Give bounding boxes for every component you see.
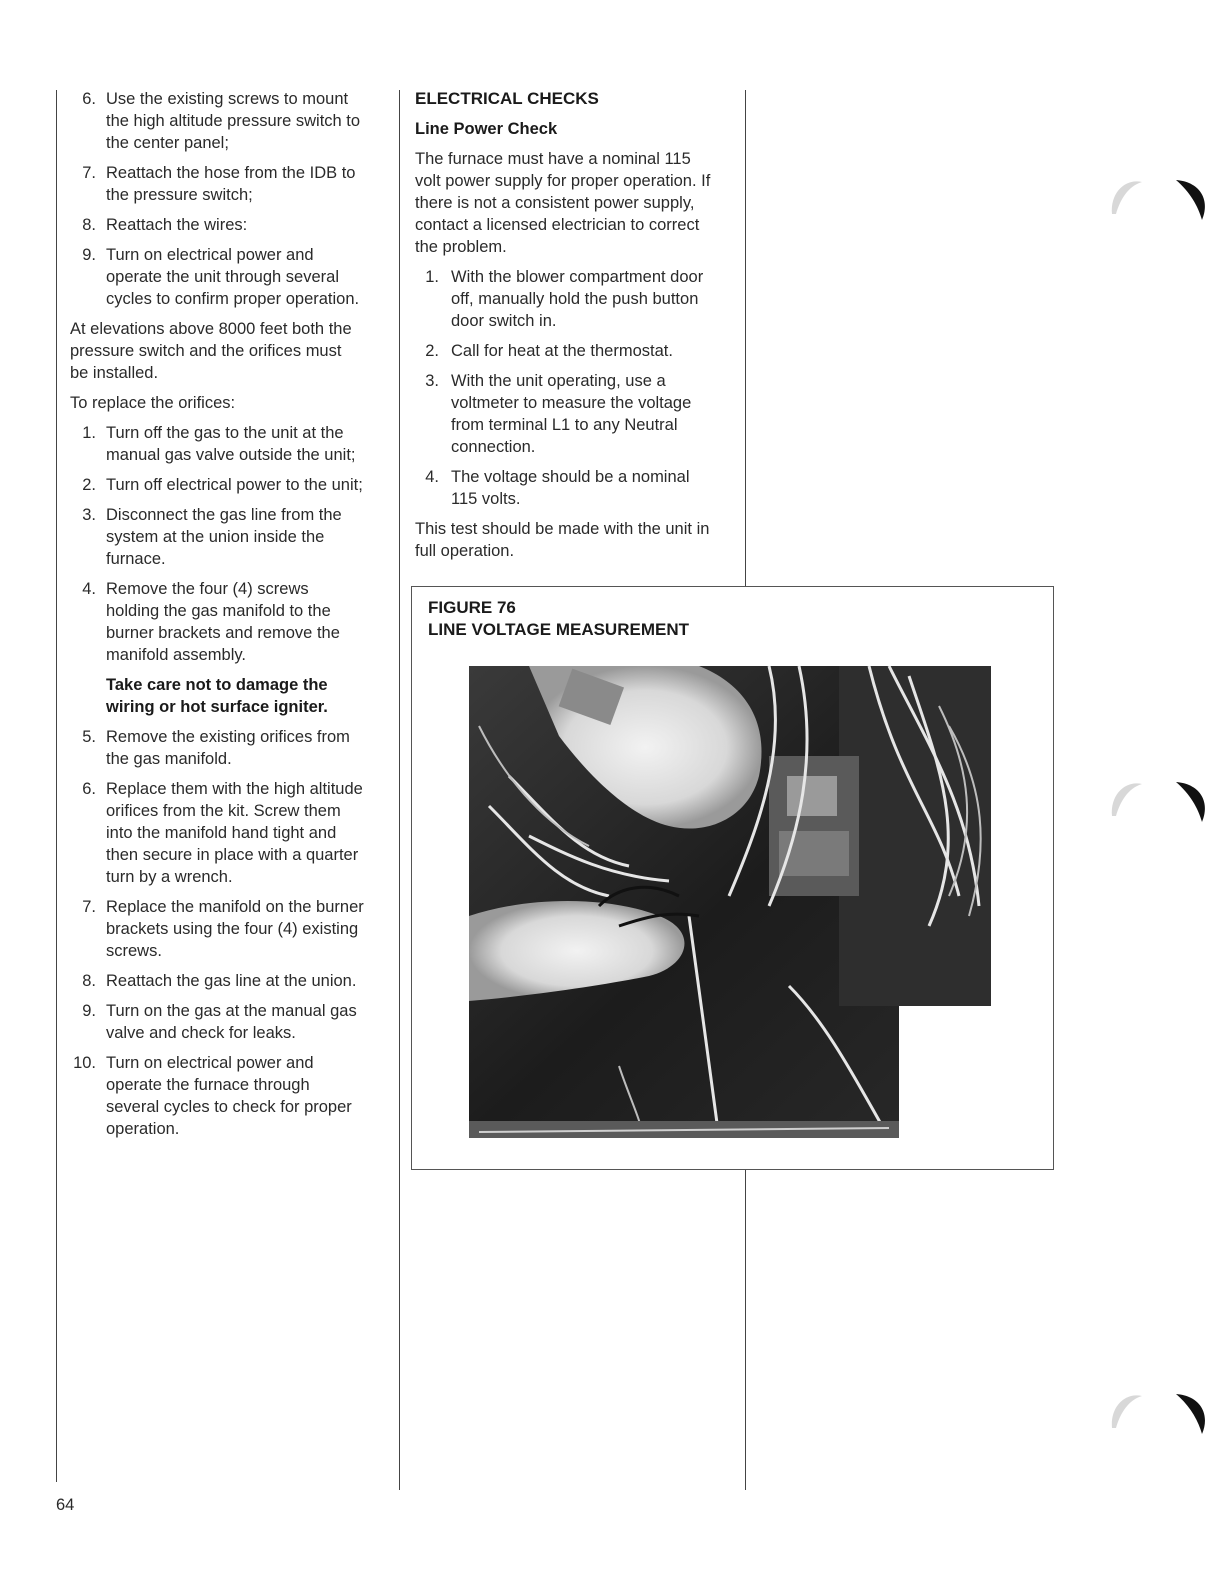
list-item: 6. Use the existing screws to mount the high altitude pressure switch to the center panel; — [82, 90, 361, 152]
list-item: 10. Turn on electrical power and operate the furnace through several cycles to check for proper operation. — [73, 1054, 352, 1138]
steps-list-a — [72, 88, 364, 310]
column-rule-middle — [399, 90, 400, 1490]
list-item: 6. Replace them with the high altitude orifices from the kit. Screw them into the manifold hand tight and then secure in place with a quarter turn by a wrench. — [82, 780, 363, 886]
line-voltage-photo — [469, 666, 991, 1138]
list-item: 4. Remove the four (4) screws holding the gas manifold to the burner brackets and remove the manifold assembly. — [82, 580, 340, 664]
list-item: 8. Reattach the gas line at the union. — [82, 972, 357, 990]
closing-paragraph: This test should be made with the unit in full operation. — [415, 520, 710, 560]
column-rule-left — [56, 90, 57, 1482]
list-item: 3. Disconnect the gas line from the system at the union inside the furnace. — [82, 506, 342, 568]
elevation-paragraph: At elevations above 8000 feet both the pressure switch and the orifices must be installed. — [70, 320, 352, 382]
column-rule-right-lower — [745, 1170, 746, 1490]
binder-hole-mark-top — [1106, 172, 1216, 222]
list-item: 2. Turn off electrical power to the unit; — [82, 476, 363, 494]
steps-list-b — [72, 422, 364, 666]
figure-number: FIGURE 76 — [428, 598, 516, 617]
list-item: 1. With the blower compartment door off, manually hold the push button door switch in. — [425, 268, 704, 330]
list-item: 9. Turn on the gas at the manual gas valve and check for leaks. — [82, 1002, 357, 1042]
list-item: 4. The voltage should be a nominal 115 volts. — [425, 468, 690, 508]
line-power-steps — [415, 266, 715, 510]
list-item: 3. With the unit operating, use a voltmeter to measure the voltage from terminal L1 to any Neutral connection. — [425, 372, 692, 456]
list-item: 1. Turn off the gas to the unit at the manual gas valve outside the unit; — [82, 424, 356, 464]
list-item: 2. Call for heat at the thermostat. — [425, 342, 673, 360]
figure-76 — [411, 586, 1054, 1170]
list-item: 5. Remove the existing orifices from the gas manifold. — [82, 728, 350, 768]
figure-title — [428, 597, 689, 641]
list-item: 7. Replace the manifold on the burner brackets using the four (4) existing screws. — [82, 898, 364, 960]
list-item: 7. Reattach the hose from the IDB to the pressure switch; — [82, 164, 356, 204]
section-heading: ELECTRICAL CHECKS — [415, 89, 599, 108]
intro-paragraph: The furnace must have a nominal 115 volt power supply for proper operation. If there is not a consistent power supply, contact a licensed electrician to correct the problem. — [415, 150, 711, 256]
section-subheading: Line Power Check — [415, 120, 558, 138]
column-rule-right-upper — [745, 90, 746, 586]
replace-orifices-paragraph: To replace the orifices: — [70, 394, 236, 412]
page-number: 64 — [56, 1496, 75, 1514]
right-column — [415, 88, 715, 570]
steps-list-c — [72, 726, 364, 1140]
binder-hole-mark-bottom — [1106, 1386, 1216, 1436]
list-item: 9. Turn on electrical power and operate the unit through several cycles to confirm proper operation. — [82, 246, 360, 308]
left-column — [72, 88, 364, 1148]
figure-caption: LINE VOLTAGE MEASUREMENT — [428, 620, 689, 639]
list-item: 8. Reattach the wires: — [82, 216, 248, 234]
binder-hole-mark-middle — [1106, 774, 1216, 824]
warning-note: Take care not to damage the wiring or hot surface igniter. — [106, 676, 328, 716]
